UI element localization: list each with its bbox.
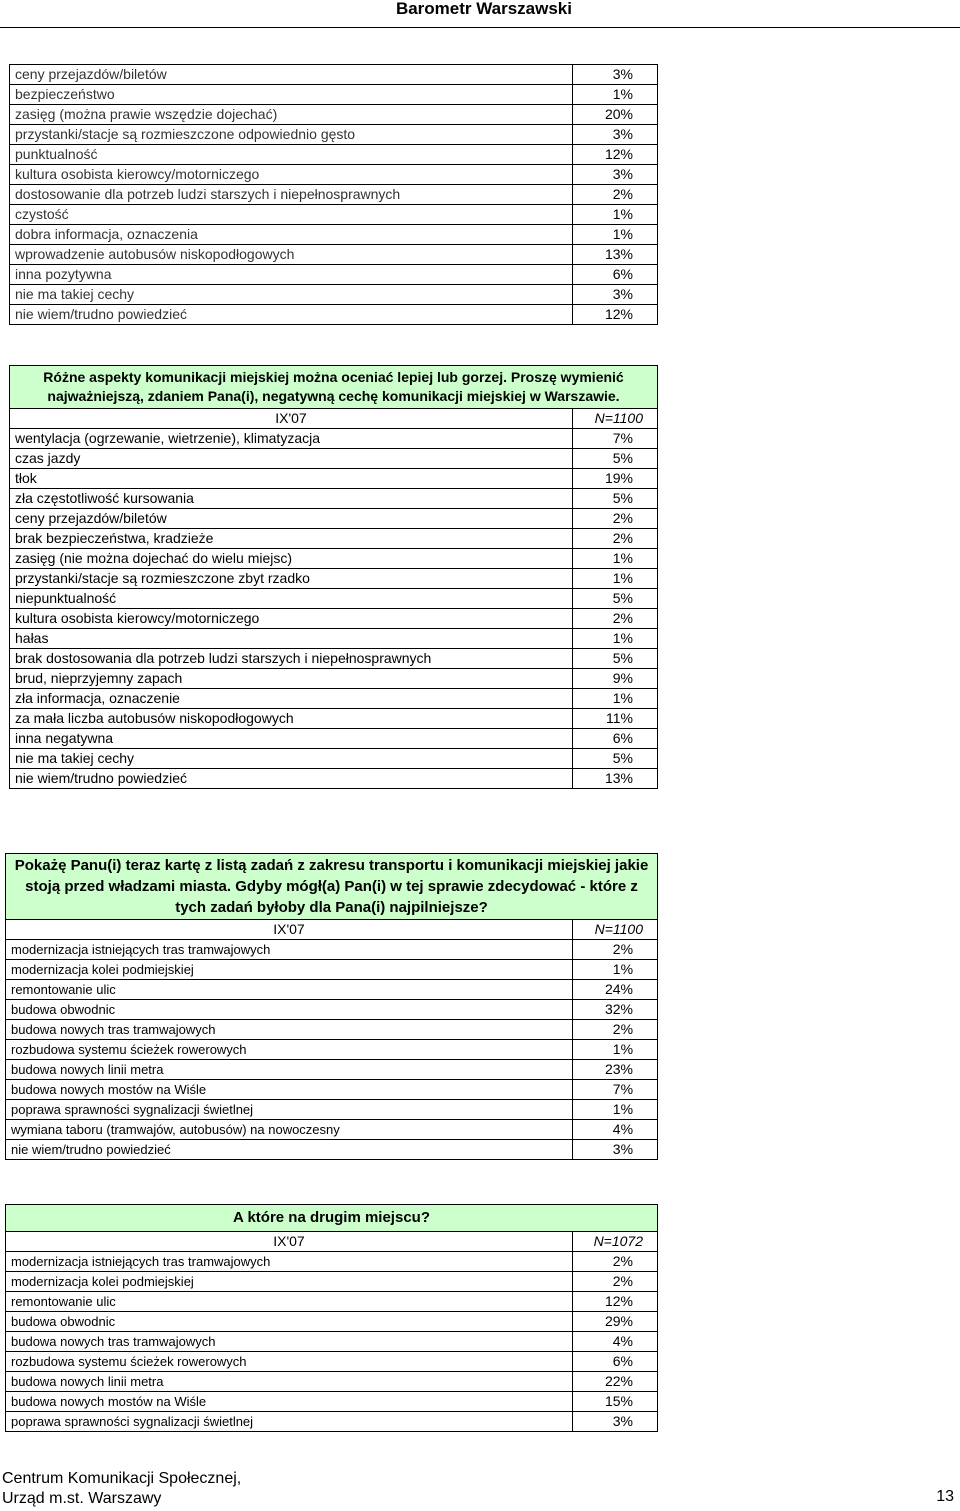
row-label: wymiana taboru (tramwajów, autobusów) na nowoczesny [6,1120,573,1140]
table-row [10,285,658,305]
table-row [6,1332,658,1352]
row-value: 1% [573,1100,658,1120]
urgent-tasks-first-table [5,853,658,1160]
row-value: 19% [573,469,658,489]
row-label: przystanki/stacje są rozmieszczone odpowiednio gęsto [10,125,573,145]
table-row [10,609,658,629]
table-row [10,265,658,285]
row-label: kultura osobista kierowcy/motorniczego [10,609,573,629]
footer-org-line2: Urząd m.st. Warszawy [2,1490,162,1507]
urgent-tasks-second-question: A które na drugim miejscu? [6,1205,658,1232]
row-label: modernizacja istniejących tras tramwajowych [6,940,573,960]
row-value: 13% [573,245,658,265]
table-row [10,589,658,609]
row-label: przystanki/stacje są rozmieszczone zbyt rzadko [10,569,573,589]
table-row [6,1392,658,1412]
row-label: budowa nowych linii metra [6,1060,573,1080]
row-value: 13% [573,769,658,789]
row-label: budowa obwodnic [6,1312,573,1332]
row-value: 5% [573,489,658,509]
row-value: 29% [573,1312,658,1332]
table-row [6,1412,658,1432]
row-label: inna negatywna [10,729,573,749]
row-label: nie wiem/trudno powiedzieć [6,1140,573,1160]
row-value: 3% [573,285,658,305]
row-value: 1% [573,549,658,569]
table-row [6,1272,658,1292]
row-value: 11% [573,709,658,729]
row-value: 1% [573,205,658,225]
table-row [6,960,658,980]
urgent-tasks-second-body [6,1252,658,1432]
table-row [10,449,658,469]
row-value: 6% [573,265,658,285]
row-value: 22% [573,1372,658,1392]
row-value: 3% [573,1412,658,1432]
table-row [6,1040,658,1060]
table-row [10,65,658,85]
row-label: tłok [10,469,573,489]
row-value: 2% [573,609,658,629]
row-label: rozbudowa systemu ścieżek rowerowych [6,1352,573,1372]
table-row [10,225,658,245]
table-row [10,549,658,569]
urgent-tasks-second-sample: N=1072 [573,1232,658,1252]
row-value: 5% [573,749,658,769]
row-value: 2% [573,529,658,549]
row-value: 15% [573,1392,658,1412]
row-value: 2% [573,185,658,205]
row-value: 4% [573,1332,658,1352]
row-value: 3% [573,125,658,145]
table-row [6,1292,658,1312]
table-row [10,205,658,225]
row-label: budowa nowych mostów na Wiśle [6,1080,573,1100]
table-row [6,1060,658,1080]
row-value: 2% [573,1252,658,1272]
row-value: 1% [573,689,658,709]
row-value: 1% [573,1040,658,1060]
row-value: 2% [573,940,658,960]
row-value: 2% [573,1020,658,1040]
negative-features-body [10,429,658,789]
table-row [10,105,658,125]
table-row [6,940,658,960]
table-row [10,145,658,165]
table-row [6,1080,658,1100]
row-label: bezpieczeństwo [10,85,573,105]
row-label: dobra informacja, oznaczenia [10,225,573,245]
row-label: brak bezpieczeństwa, kradzieże [10,529,573,549]
row-value: 3% [573,165,658,185]
row-value: 1% [573,569,658,589]
row-value: 4% [573,1120,658,1140]
row-label: budowa obwodnic [6,1000,573,1020]
row-label: zasięg (można prawie wszędzie dojechać) [10,105,573,125]
urgent-tasks-second-period: IX'07 [6,1232,573,1252]
row-label: poprawa sprawności sygnalizacji świetlnej [6,1100,573,1120]
table-row [10,85,658,105]
table-row [6,1000,658,1020]
footer-organization [2,1469,241,1509]
row-value: 12% [573,305,658,325]
row-label: poprawa sprawności sygnalizacji świetlnej [6,1412,573,1432]
table-row [10,185,658,205]
urgent-tasks-first-body [6,940,658,1160]
row-value: 6% [573,1352,658,1372]
row-value: 3% [573,1140,658,1160]
table-row [10,629,658,649]
row-label: budowa nowych linii metra [6,1372,573,1392]
row-label: modernizacja kolei podmiejskiej [6,960,573,980]
row-label: kultura osobista kierowcy/motorniczego [10,165,573,185]
row-value: 24% [573,980,658,1000]
row-value: 20% [573,105,658,125]
header-divider [0,27,960,28]
row-value: 12% [573,145,658,165]
row-value: 1% [573,225,658,245]
row-label: czas jazdy [10,449,573,469]
row-label: nie ma takiej cechy [10,749,573,769]
positive-features-table [9,64,658,325]
row-label: hałas [10,629,573,649]
table-row [10,729,658,749]
row-label: wprowadzenie autobusów niskopodłogowych [10,245,573,265]
row-label: nie wiem/trudno powiedzieć [10,305,573,325]
negative-features-period: IX'07 [10,409,573,429]
row-label: zła informacja, oznaczenie [10,689,573,709]
row-label: ceny przejazdów/biletów [10,509,573,529]
table-row [6,1120,658,1140]
row-label: nie ma takiej cechy [10,285,573,305]
row-label: punktualność [10,145,573,165]
row-label: za mała liczba autobusów niskopodłogowych [10,709,573,729]
table-row [6,1140,658,1160]
table-row [10,689,658,709]
negative-features-sample: N=1100 [573,409,658,429]
row-value: 1% [573,960,658,980]
row-label: modernizacja istniejących tras tramwajowych [6,1252,573,1272]
table-row [10,509,658,529]
row-label: brud, nieprzyjemny zapach [10,669,573,689]
negative-features-question: Różne aspekty komunikacji miejskiej można oceniać lepiej lub gorzej. Proszę wymienić najważniejszą, zdaniem Pana(i), negatywną cechę komunikacji miejskiej w Warszawie. [10,366,658,409]
row-label: modernizacja kolei podmiejskiej [6,1272,573,1292]
row-value: 9% [573,669,658,689]
page-number: 13 [936,1488,954,1505]
urgent-tasks-first-question: Pokażę Panu(i) teraz kartę z listą zadań z zakresu transportu i komunikacji miejskiej jakie stoją przed władzami miasta. Gdyby mógł(a) Pan(i) w tej sprawie zdecydować - które z tych zadań byłoby dla Pana(i) najpilniejsze? [6,854,658,920]
row-value: 23% [573,1060,658,1080]
table-row [6,1352,658,1372]
row-value: 12% [573,1292,658,1312]
row-label: czystość [10,205,573,225]
urgent-tasks-first-period: IX'07 [6,920,573,940]
table-row [10,529,658,549]
row-label: budowa nowych mostów na Wiśle [6,1392,573,1412]
row-value: 5% [573,449,658,469]
row-value: 5% [573,589,658,609]
table-row [10,489,658,509]
table-row [10,669,658,689]
table-row [10,429,658,449]
row-value: 2% [573,1272,658,1292]
row-label: zasięg (nie można dojechać do wielu miejsc) [10,549,573,569]
negative-features-table [9,365,658,789]
table-row [10,649,658,669]
row-label: inna pozytywna [10,265,573,285]
row-label: zła częstotliwość kursowania [10,489,573,509]
row-value: 1% [573,629,658,649]
footer-org-line1: Centrum Komunikacji Społecznej, [2,1470,242,1487]
row-value: 1% [573,85,658,105]
row-label: remontowanie ulic [6,1292,573,1312]
table-row [10,749,658,769]
page-title: Barometr Warszawski [395,0,572,18]
row-label: nie wiem/trudno powiedzieć [10,769,573,789]
positive-features-body [10,65,658,325]
table-row [10,165,658,185]
table-row [6,980,658,1000]
row-value: 7% [573,429,658,449]
table-row [10,769,658,789]
table-row [10,469,658,489]
table-row [10,125,658,145]
urgent-tasks-second-table [5,1204,658,1432]
table-row [10,305,658,325]
urgent-tasks-first-sample: N=1100 [573,920,658,940]
row-label: budowa nowych tras tramwajowych [6,1332,573,1352]
row-value: 5% [573,649,658,669]
table-row [6,1020,658,1040]
table-row [10,709,658,729]
row-value: 2% [573,509,658,529]
row-label: ceny przejazdów/biletów [10,65,573,85]
row-label: budowa nowych tras tramwajowych [6,1020,573,1040]
row-label: remontowanie ulic [6,980,573,1000]
table-row [6,1100,658,1120]
row-value: 3% [573,65,658,85]
row-label: niepunktualność [10,589,573,609]
row-label: dostosowanie dla potrzeb ludzi starszych i niepełnosprawnych [10,185,573,205]
row-value: 32% [573,1000,658,1020]
table-row [6,1252,658,1272]
row-value: 6% [573,729,658,749]
table-row [10,569,658,589]
row-label: brak dostosowania dla potrzeb ludzi starszych i niepełnosprawnych [10,649,573,669]
table-row [6,1372,658,1392]
table-row [10,245,658,265]
row-value: 7% [573,1080,658,1100]
table-row [6,1312,658,1332]
row-label: wentylacja (ogrzewanie, wietrzenie), klimatyzacja [10,429,573,449]
row-label: rozbudowa systemu ścieżek rowerowych [6,1040,573,1060]
